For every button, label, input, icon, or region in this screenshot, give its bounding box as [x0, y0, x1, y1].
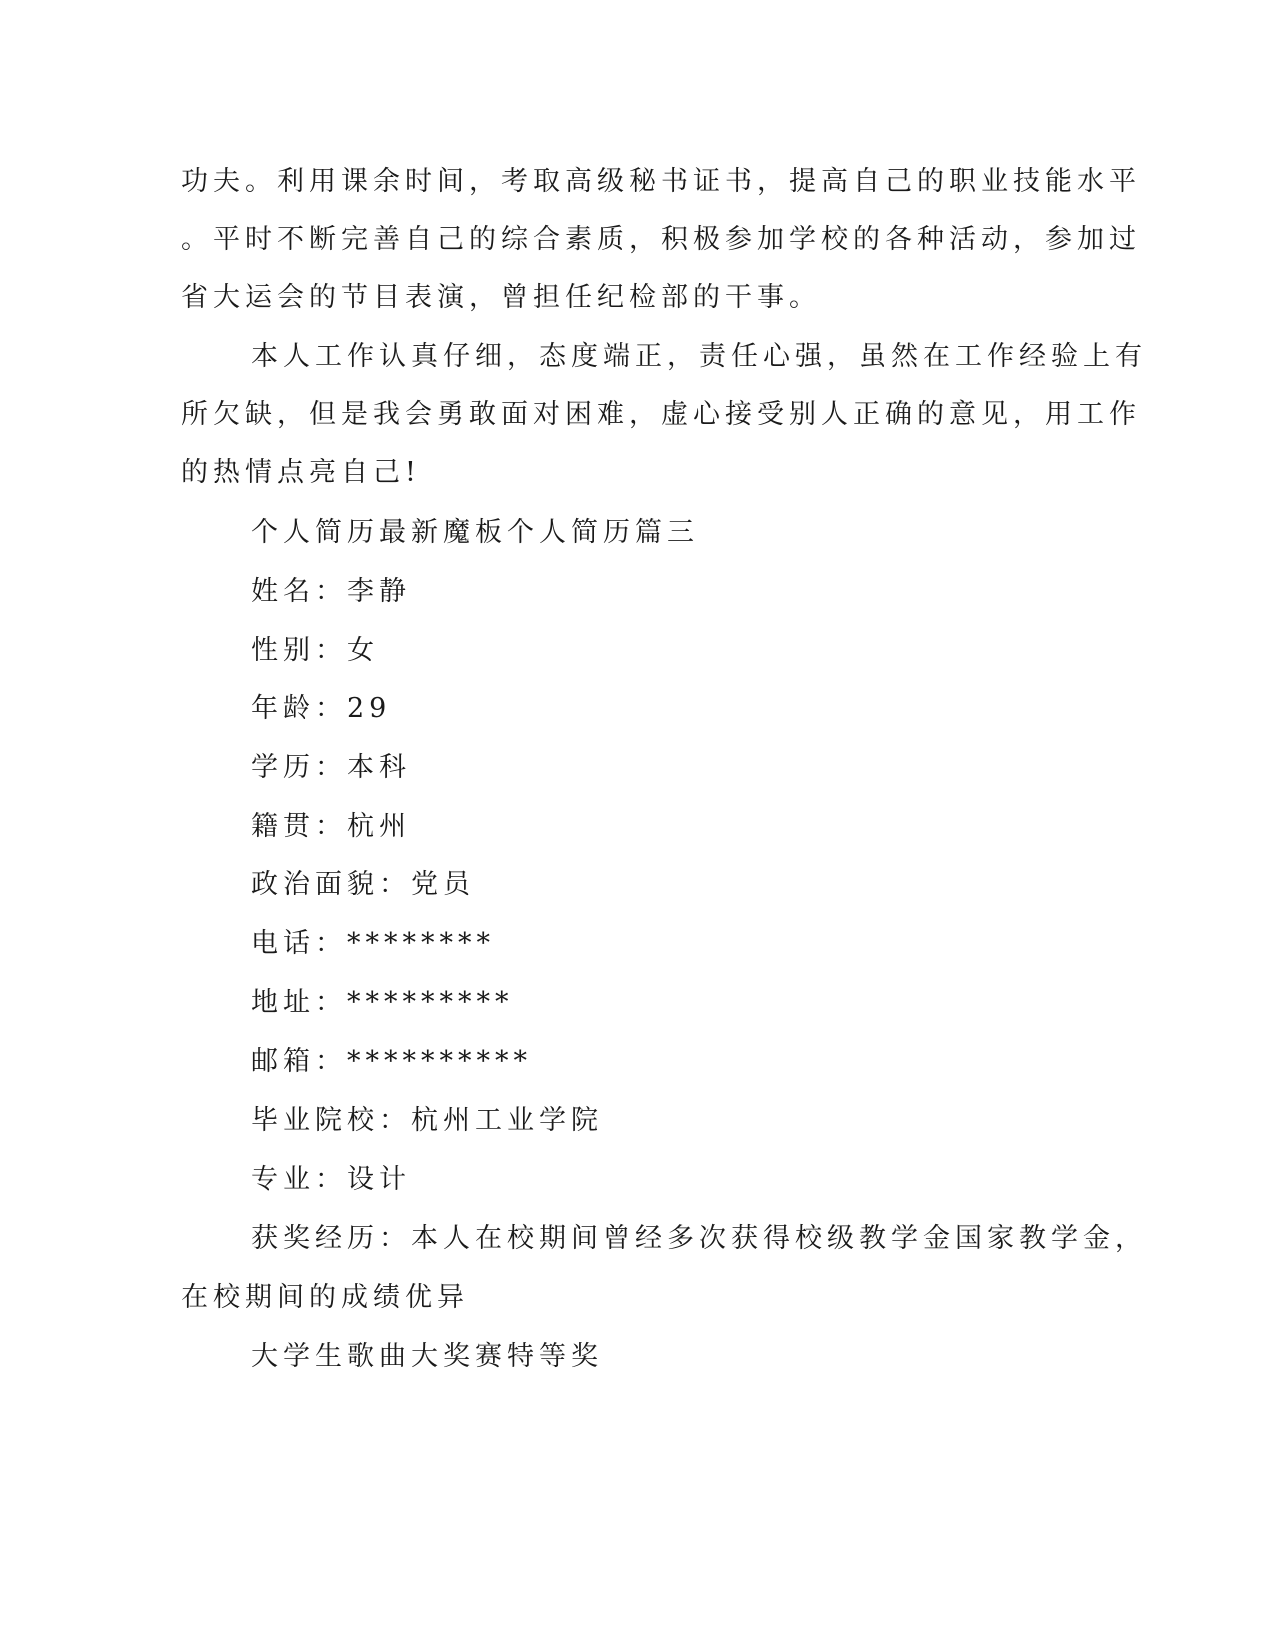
- paragraph-line: 的热情点亮自己!: [181, 457, 421, 488]
- field-email: 邮箱：**********: [251, 1046, 532, 1077]
- awards-line: 获奖经历：本人在校期间曾经多次获得校级教学金国家教学金，: [251, 1223, 1147, 1254]
- award-item: 大学生歌曲大奖赛特等奖: [251, 1341, 603, 1372]
- awards-line: 在校期间的成绩优异: [181, 1282, 469, 1313]
- field-school: 毕业院校：杭州工业学院: [251, 1105, 603, 1136]
- paragraph-line: 省大运会的节目表演，曾担任纪检部的干事。: [181, 282, 821, 313]
- field-age: 年龄：29: [251, 693, 392, 724]
- section-title: 个人简历最新魔板个人简历篇三: [251, 517, 699, 548]
- paragraph-line: 。平时不断完善自己的综合素质，积极参加学校的各种活动，参加过: [181, 224, 1141, 255]
- field-gender: 性别：女: [251, 635, 379, 666]
- field-political-status: 政治面貌：党员: [251, 869, 475, 900]
- paragraph-line: 本人工作认真仔细，态度端正，责任心强，虽然在工作经验上有: [251, 341, 1147, 372]
- field-phone: 电话：********: [251, 928, 495, 959]
- field-hometown: 籍贯：杭州: [251, 811, 411, 842]
- field-major: 专业：设计: [251, 1164, 411, 1195]
- field-education: 学历：本科: [251, 752, 411, 783]
- field-name: 姓名：李静: [251, 576, 411, 607]
- paragraph-line: 功夫。利用课余时间，考取高级秘书证书，提高自己的职业技能水平: [181, 166, 1141, 197]
- paragraph-line: 所欠缺，但是我会勇敢面对困难，虚心接受别人正确的意见，用工作: [181, 399, 1141, 430]
- field-address: 地址：*********: [251, 987, 514, 1018]
